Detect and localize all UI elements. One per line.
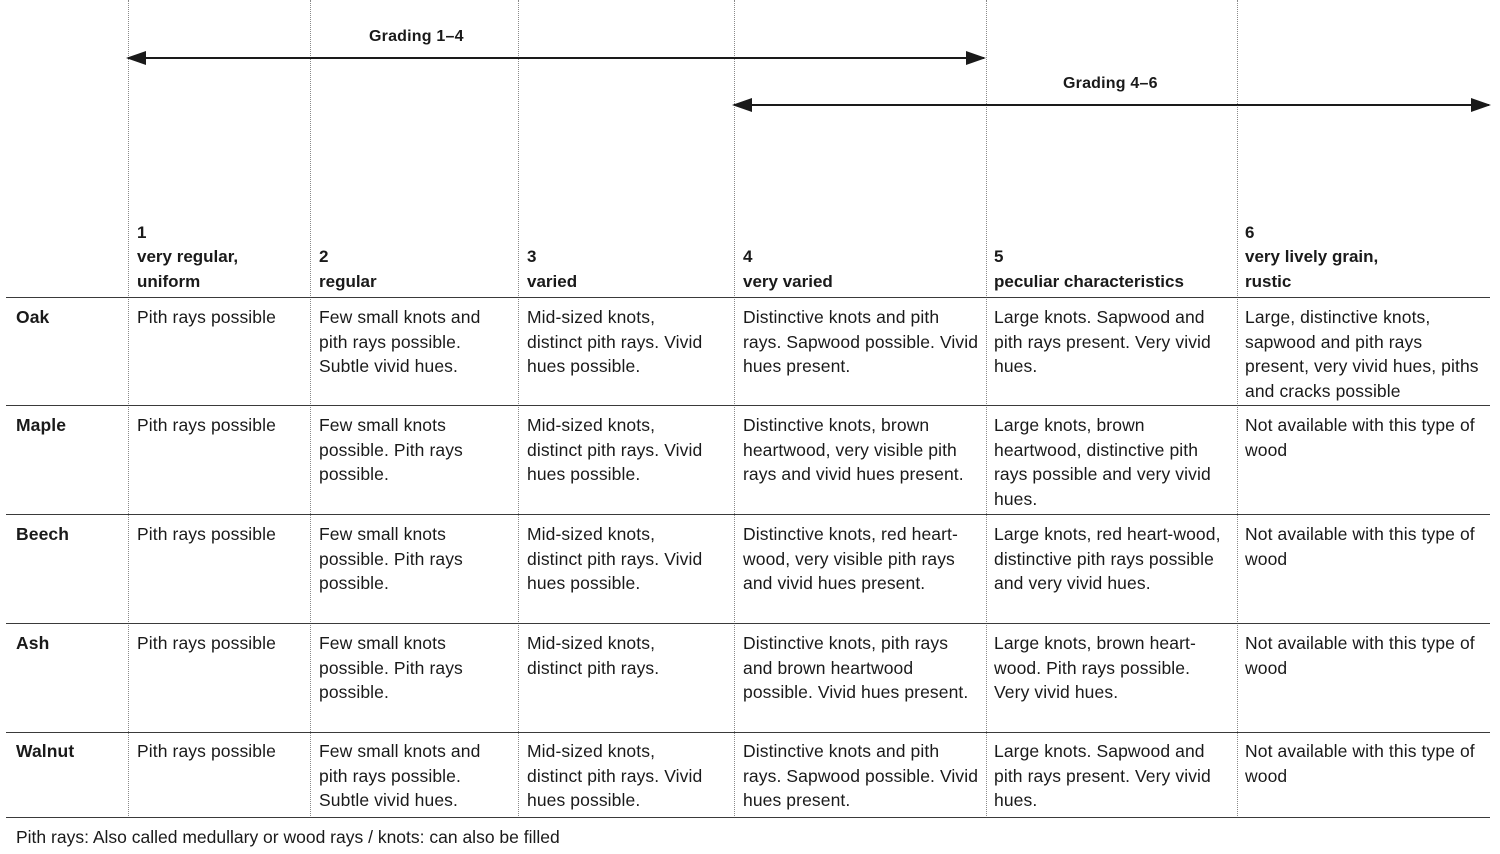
table-cell: Large knots, brown heart-wood. Pith rays possible. Very vivid hues. [994, 633, 1196, 702]
table-cell: Few small knots possible. Pith rays possible. [319, 633, 463, 702]
table-cell: Not available with this type of wood [1245, 415, 1475, 460]
table-cell: Large knots. Sapwood and pith rays present. Very vivid hues. [994, 741, 1211, 810]
table-cell: Few small knots possible. Pith rays possible. [319, 524, 463, 593]
grading-1-4-arrow [128, 51, 984, 65]
grade-description: peculiar characteristics [994, 271, 1184, 291]
table-cell: Pith rays possible [137, 307, 276, 327]
row-divider [6, 623, 1490, 624]
row-divider [6, 514, 1490, 515]
row-label-beech: Beech [16, 524, 70, 544]
column-divider [310, 0, 311, 818]
column-divider [1237, 0, 1238, 818]
column-header-5 [994, 222, 1229, 294]
grade-description: very regular, uniform [137, 247, 239, 291]
header-rule [6, 297, 1490, 298]
table-cell: Mid-sized knots, distinct pith rays. Vivid hues possible. [527, 415, 703, 484]
grade-description: very varied [743, 271, 833, 291]
column-divider [734, 0, 735, 818]
column-divider [518, 0, 519, 818]
table-cell: Pith rays possible [137, 524, 276, 544]
row-divider [6, 405, 1490, 406]
table-cell: Pith rays possible [137, 633, 276, 653]
grade-number: 1 [137, 222, 147, 242]
grade-description: varied [527, 271, 578, 291]
table-cell: Pith rays possible [137, 741, 276, 761]
column-header-3 [527, 222, 727, 294]
row-label-ash: Ash [16, 633, 50, 653]
column-divider [128, 0, 129, 818]
grade-number: 4 [743, 247, 753, 266]
table-cell: Not available with this type of wood [1245, 741, 1475, 786]
grade-number: 6 [1245, 222, 1255, 242]
table-cell: Large knots, red heart-wood, distinctive pith rays possible and very vivid hues. [994, 524, 1221, 593]
table-cell: Mid-sized knots, distinct pith rays. [527, 633, 660, 678]
row-label-walnut: Walnut [16, 741, 75, 761]
column-header-4 [743, 222, 978, 294]
table-cell: Distinctive knots, pith rays and brown heartwood possible. Vivid hues present. [743, 633, 969, 702]
table-cell: Large knots. Sapwood and pith rays present. Very vivid hues. [994, 307, 1211, 376]
grade-description: very lively grain, rustic [1245, 247, 1379, 291]
row-label-maple: Maple [16, 415, 67, 435]
row-divider [6, 732, 1490, 733]
table-cell: Large knots, brown heartwood, distinctive pith rays possible and very vivid hues. [994, 415, 1211, 509]
table-cell: Mid-sized knots, distinct pith rays. Vivid hues possible. [527, 307, 703, 376]
grade-number: 2 [319, 247, 329, 266]
row-label-oak: Oak [16, 307, 50, 327]
grading-4-6-arrow [734, 98, 1489, 112]
column-header-2 [319, 222, 509, 294]
table-cell: Mid-sized knots, distinct pith rays. Vivid hues possible. [527, 741, 703, 810]
grade-number: 3 [527, 247, 537, 266]
grade-description: regular [319, 271, 377, 291]
table-cell: Mid-sized knots, distinct pith rays. Vivid hues possible. [527, 524, 703, 593]
table-cell: Distinctive knots, brown heartwood, very visible pith rays and vivid hues present. [743, 415, 964, 484]
table-cell: Few small knots possible. Pith rays possible. [319, 415, 463, 484]
grade-number: 5 [994, 247, 1004, 266]
table-cell: Distinctive knots and pith rays. Sapwood possible. Vivid hues present. [743, 307, 979, 376]
table-cell: Few small knots and pith rays possible. Subtle vivid hues. [319, 307, 481, 376]
column-header-6 [1245, 222, 1420, 294]
table-cell: Not available with this type of wood [1245, 524, 1475, 569]
grading-4-6-label: Grading 4–6 [1063, 75, 1158, 92]
table-cell: Not available with this type of wood [1245, 633, 1475, 678]
table-cell: Large, distinctive knots, sapwood and pith rays present, very vivid hues, piths and cracks possible [1245, 307, 1479, 401]
footnote: Pith rays: Also called medullary or wood rays / knots: can also be filled [16, 827, 560, 847]
table-cell: Pith rays possible [137, 415, 276, 435]
grading-1-4-label: Grading 1–4 [369, 28, 464, 45]
table-cell: Distinctive knots and pith rays. Sapwood possible. Vivid hues present. [743, 741, 979, 810]
table-bottom-rule [6, 817, 1490, 818]
table-cell: Few small knots and pith rays possible. Subtle vivid hues. [319, 741, 481, 810]
column-header-1 [137, 222, 302, 294]
column-divider [986, 0, 987, 818]
table-cell: Distinctive knots, red heart-wood, very visible pith rays and vivid hues present. [743, 524, 958, 593]
